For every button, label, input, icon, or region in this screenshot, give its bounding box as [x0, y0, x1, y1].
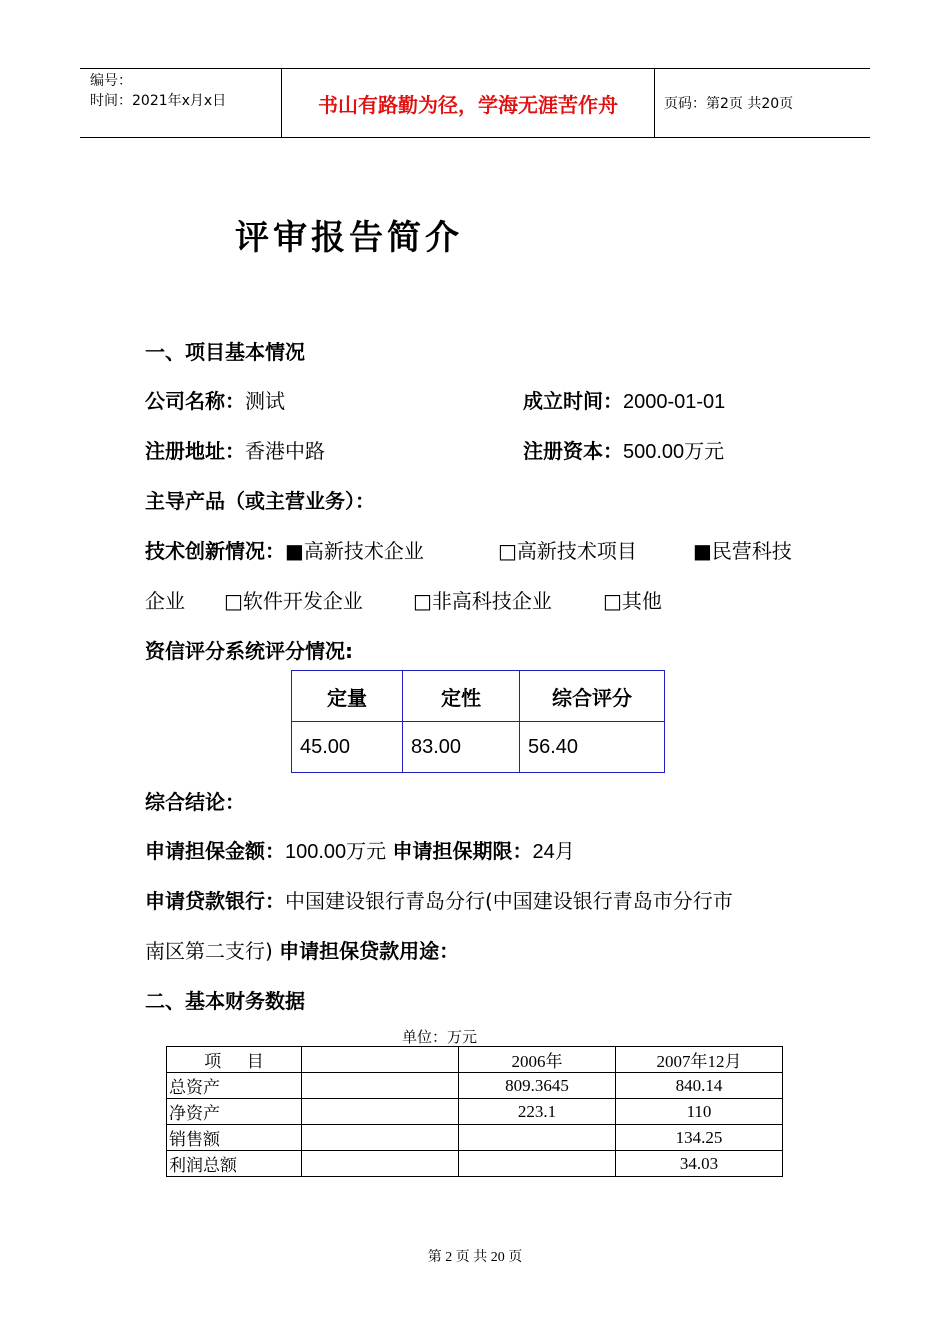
- unit-label: 单位：万元: [402, 1030, 478, 1046]
- address-value: 香港中路: [245, 439, 325, 463]
- page-footer: 第 2 页 共 20 页: [427, 1250, 523, 1265]
- table-cell: 34.03: [616, 1151, 783, 1177]
- table-cell: 83.00: [403, 722, 520, 773]
- section2-heading: 二、基本财务数据: [145, 989, 305, 1013]
- founded-label: 成立时间：: [523, 389, 623, 413]
- table-header-cell: 定性: [403, 671, 520, 722]
- tech-item: [603, 585, 662, 614]
- header-meta: [80, 69, 280, 137]
- table-cell: 总资产: [167, 1073, 302, 1099]
- tech-item-label: 非高科技企业: [431, 589, 552, 613]
- tech-row-1: [145, 535, 424, 564]
- table-cell: 809.3645: [459, 1073, 616, 1099]
- tech-item-label: 其他: [621, 589, 662, 613]
- table-cell: [302, 1073, 459, 1099]
- products-label: 主导产品（或主营业务）：: [145, 489, 375, 513]
- table-header-cell: [302, 1047, 459, 1073]
- capital-row: [523, 435, 724, 464]
- checkbox-icon: □: [603, 589, 622, 613]
- tech-item-label: 软件开发企业: [242, 589, 363, 613]
- header-motto: 书山有路勤为径，学海无涯苦作舟: [281, 69, 655, 137]
- score-label: 资信评分系统评分情况:: [145, 639, 353, 663]
- company-value: 测试: [245, 389, 285, 413]
- bank-value: 中国建设银行青岛分行(中国建设银行青岛市分行市: [285, 889, 733, 913]
- tech-item-label: 民营科技: [711, 539, 792, 563]
- guarantee-row: [145, 835, 575, 864]
- amount-value: 100.00: [285, 841, 347, 863]
- tech-item-mark: ■: [285, 539, 304, 563]
- table-cell: 110: [616, 1099, 783, 1125]
- table-row: [292, 722, 665, 773]
- table-cell: [459, 1125, 616, 1151]
- number-label: 编号：: [90, 73, 132, 89]
- conclusion-label: 综合结论：: [145, 790, 245, 814]
- bank-label: 申请贷款银行：: [145, 889, 285, 913]
- table-row: [167, 1125, 783, 1151]
- address-row: [145, 435, 325, 464]
- table-header-cell: 2007年12月: [616, 1047, 783, 1073]
- table-cell: 销售额: [167, 1125, 302, 1151]
- table-cell: [302, 1099, 459, 1125]
- tech-item: [693, 535, 792, 564]
- table-header-cell: 2006年: [459, 1047, 616, 1073]
- tech-item: [498, 535, 637, 564]
- purpose-label: 申请担保贷款用途：: [279, 939, 460, 963]
- table-cell: 56.40: [520, 722, 665, 773]
- checkbox-icon: □: [498, 539, 517, 563]
- section1-heading: 一、项目基本情况: [145, 340, 305, 364]
- table-cell: 134.25: [616, 1125, 783, 1151]
- financial-table: [166, 1046, 783, 1177]
- checkbox-icon: □: [413, 589, 432, 613]
- header-page-info: 页码：第2页 共20页: [664, 96, 794, 112]
- capital-label: 注册资本：: [523, 439, 623, 463]
- founded-row: [523, 385, 725, 414]
- term-unit: 月: [554, 839, 575, 863]
- table-row: [167, 1099, 783, 1125]
- tech-item: [413, 585, 552, 614]
- address-label: 注册地址：: [145, 439, 245, 463]
- table-row: [167, 1151, 783, 1177]
- table-row: [167, 1073, 783, 1099]
- page-header: [80, 68, 870, 138]
- tech-item-continued: 企业: [145, 589, 185, 613]
- table-cell: 利润总额: [167, 1151, 302, 1177]
- company-row: [145, 385, 285, 414]
- capital-unit: 万元: [684, 439, 725, 463]
- amount-unit: 万元: [346, 839, 387, 863]
- table-cell: 45.00: [292, 722, 403, 773]
- tech-label: 技术创新情况：: [145, 539, 285, 563]
- capital-value: 500.00: [623, 441, 685, 463]
- founded-value: 2000-01-01: [623, 391, 726, 413]
- page-title: 评审报告简介: [235, 218, 463, 258]
- date-label: 时间：2021年x月x日: [90, 93, 227, 109]
- table-cell: 净资产: [167, 1099, 302, 1125]
- table-header-cell: 综合评分: [520, 671, 665, 722]
- score-table: [291, 670, 665, 773]
- bank-value-continued: 南区第二支行): [145, 939, 273, 963]
- checkbox-icon: □: [224, 589, 243, 613]
- tech-item: [224, 585, 363, 614]
- bank-row: [145, 885, 733, 914]
- table-cell: [459, 1151, 616, 1177]
- checkbox-icon: ■: [693, 539, 712, 563]
- bank-row-continued: [145, 935, 459, 964]
- table-header-cell: 定量: [292, 671, 403, 722]
- tech-item-label: 高新技术企业: [303, 539, 424, 563]
- table-cell: 840.14: [616, 1073, 783, 1099]
- table-cell: [302, 1151, 459, 1177]
- table-header-row: [167, 1047, 783, 1073]
- tech-item-label: 高新技术项目: [516, 539, 637, 563]
- table-cell: 223.1: [459, 1099, 616, 1125]
- amount-label: 申请担保金额：: [145, 839, 285, 863]
- term-value: 24: [532, 841, 555, 863]
- table-header-cell: 项 目: [167, 1047, 302, 1073]
- term-label: 申请担保期限：: [392, 839, 533, 863]
- table-header-row: [292, 671, 665, 722]
- company-label: 公司名称：: [145, 389, 245, 413]
- table-cell: [302, 1125, 459, 1151]
